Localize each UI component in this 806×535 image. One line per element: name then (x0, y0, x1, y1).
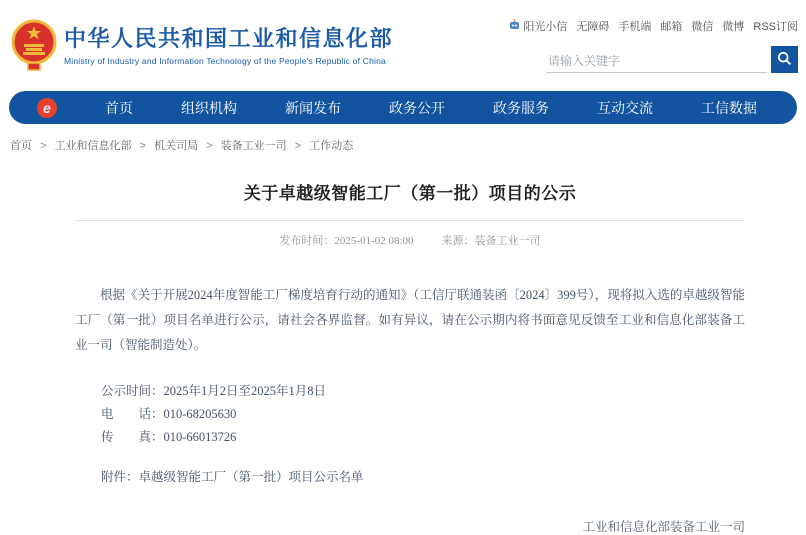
source-label: 来源： (441, 235, 475, 247)
attachment-link[interactable]: 卓越级智能工厂（第一批）项目公示名单 (138, 470, 364, 484)
site-subtitle: Ministry of Industry and Information Technology of the People's Republic of China (64, 56, 386, 66)
robot-icon (509, 19, 520, 34)
notice-period: 公示时间：2025年1月2日至2025年1月8日 (101, 384, 327, 398)
breadcrumb-miit[interactable]: 工业和信息化部 (54, 140, 132, 152)
main-nav (9, 91, 797, 124)
nav-item-home[interactable]: 首页 (105, 99, 133, 116)
top-links (523, 18, 798, 34)
nav-item-interaction[interactable]: 互动交流 (597, 99, 653, 116)
site-title-block (64, 22, 393, 66)
search-button[interactable] (771, 46, 798, 73)
header-utilities (523, 18, 798, 73)
breadcrumb (10, 137, 806, 153)
site-header (0, 0, 806, 88)
publish-time-label: 发布时间： (279, 235, 335, 247)
national-emblem-icon (10, 18, 58, 72)
nav-item-gov-services[interactable]: 政务服务 (493, 99, 549, 116)
article (75, 179, 745, 535)
publish-info (75, 232, 745, 248)
weibo-link[interactable]: 微博 (722, 21, 745, 33)
accessibility-link[interactable]: 无障碍 (576, 21, 610, 33)
search-icon (777, 51, 792, 69)
miit-gear-logo-icon: e (37, 98, 57, 118)
nav-item-news[interactable]: 新闻发布 (285, 99, 341, 116)
breadcrumb-equipment-dept[interactable]: 装备工业一司 (220, 140, 287, 152)
breadcrumb-separator: > (139, 140, 147, 152)
breadcrumb-separator: > (206, 140, 213, 152)
nav-item-data[interactable]: 工信数据 (701, 99, 757, 116)
nav-item-gov-affairs[interactable]: 政务公开 (389, 99, 445, 116)
article-paragraph: 根据《关于开展2024年度智能工厂梯度培育行动的通知》（工信厅联通装函〔2024〕399号），现将拟入选的卓越级智能工厂（第一批）项目名单进行公示，请社会各界监督。如有异议，请在公示期内将书面意见反馈至工业和信息化部装备工业一司（智能制造处）。 (75, 288, 745, 352)
search-bar (546, 46, 798, 73)
attachment-row (101, 467, 745, 485)
mobile-link[interactable]: 手机端 (618, 21, 652, 33)
source-value: 装备工业一司 (474, 235, 541, 247)
site-title: 中华人民共和国工业和信息化部 (64, 26, 394, 51)
assistant-link[interactable]: 阳光小信 (509, 18, 567, 34)
breadcrumb-departments[interactable]: 机关司局 (154, 140, 199, 152)
attachment-label: 附件： (101, 470, 139, 484)
search-input[interactable] (546, 50, 767, 73)
breadcrumb-work-updates[interactable]: 工作动态 (309, 140, 354, 152)
publish-time: 2025-01-02 08:00 (334, 235, 414, 247)
signature: 工业和信息化部装备工业一司 (582, 520, 745, 534)
breadcrumb-separator: > (294, 140, 302, 152)
title-divider (75, 220, 745, 221)
nav-item-organization[interactable]: 组织机构 (181, 99, 237, 116)
wechat-link[interactable]: 微信 (691, 21, 714, 33)
article-title: 关于卓越级智能工厂（第一批）项目的公示 (243, 184, 577, 203)
rss-link[interactable]: RSS订阅 (753, 21, 798, 33)
mail-link[interactable]: 邮箱 (660, 21, 683, 33)
breadcrumb-home[interactable]: 首页 (10, 140, 32, 152)
fax-line: 传 真：010-66013726 (101, 430, 237, 444)
article-body (75, 283, 745, 358)
notice-details (101, 380, 745, 449)
phone-line: 电 话：010-68205630 (101, 407, 237, 421)
breadcrumb-separator: > (40, 140, 47, 152)
